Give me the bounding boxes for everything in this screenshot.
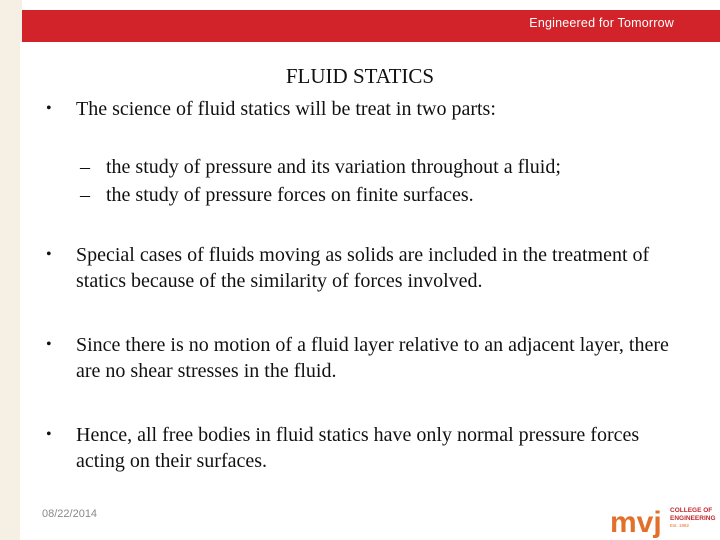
- bullet-dot: •: [46, 100, 52, 117]
- logo-line2: ENGINEERING: [670, 515, 716, 522]
- sub-item-text: the study of pressure forces on finite surfaces.: [106, 184, 474, 206]
- dash-marker: –: [80, 156, 90, 178]
- footer-date: 08/22/2014: [42, 508, 98, 520]
- sub-item: [80, 182, 696, 208]
- logo-line1: COLLEGE OF: [670, 507, 713, 514]
- bullet-item: [46, 422, 676, 474]
- slide-title: FLUID STATICS: [285, 64, 435, 88]
- bullet-dot: •: [46, 336, 52, 353]
- sub-item-text: the study of pressure and its variation throughout a fluid;: [106, 156, 561, 178]
- logo-mark: mvj: [610, 506, 662, 539]
- bullet-text: Hence, all free bodies in fluid statics have only normal pressure forces acting on their surfaces.: [76, 424, 640, 472]
- dash-marker: –: [80, 184, 90, 206]
- bullet-item: [46, 332, 696, 384]
- bullet-text: Special cases of fluids moving as solids are included in the treatment of statics because of the similarity of forces involved.: [76, 244, 650, 292]
- bullet-dot: •: [46, 426, 52, 443]
- bullet-text: Since there is no motion of a fluid layer relative to an adjacent layer, there are no shear stresses in the fluid.: [76, 334, 669, 382]
- header-tagline: Engineered for Tomorrow: [529, 16, 674, 30]
- bullet-dot: •: [46, 246, 52, 263]
- college-logo: [610, 500, 720, 540]
- bullet-item: [46, 242, 696, 294]
- sub-item: [80, 154, 696, 180]
- bullet-item: [46, 96, 696, 122]
- logo-tagline: Est. 1982: [670, 523, 690, 528]
- bullet-text: The science of fluid statics will be treat in two parts:: [76, 98, 496, 120]
